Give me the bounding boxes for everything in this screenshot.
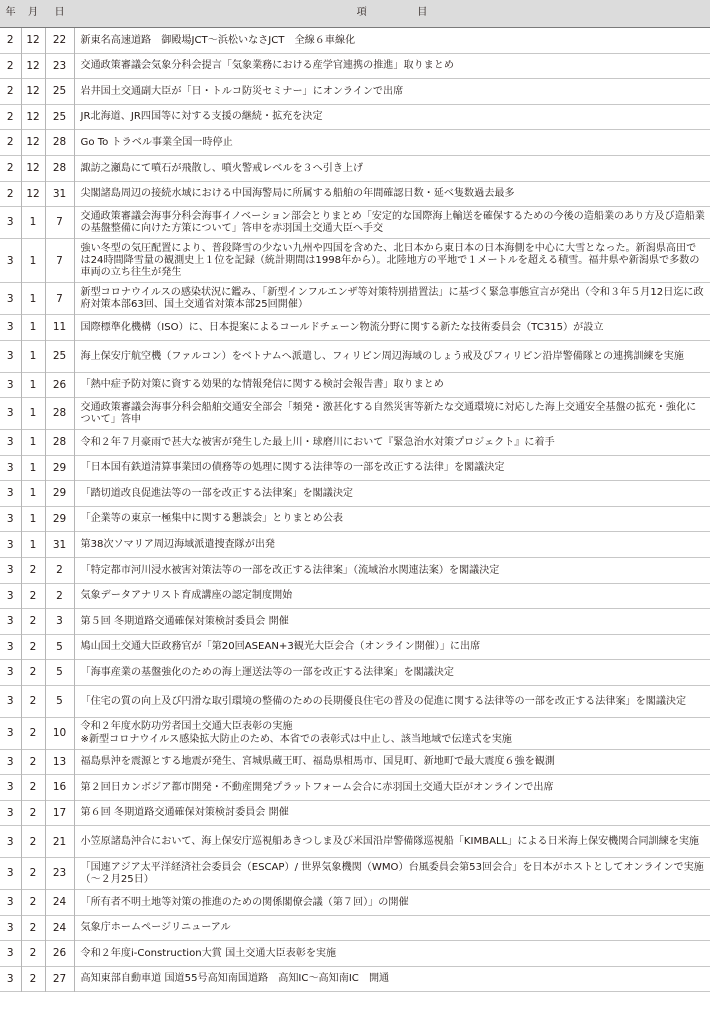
table-row [0, 481, 710, 507]
day-cell: 31 [45, 181, 74, 207]
item-cell: Go To トラベル事業全国一時停止 [80, 136, 233, 148]
day-cell: 2 [45, 583, 74, 609]
item-cell: 令和２年度i-Construction大賞 国土交通大臣表彰を実施 [80, 947, 337, 959]
table-header-row [0, 0, 710, 28]
year-cell: 3 [0, 634, 21, 660]
item-cell: 鳩山国土交通大臣政務官が「第20回ASEAN+3観光大臣会合（オンライン開催）」に出席 [80, 641, 481, 653]
year-cell: 3 [0, 315, 21, 341]
month-cell: 12 [21, 53, 45, 79]
year-cell: 3 [0, 455, 21, 481]
year-cell: 2 [0, 53, 21, 79]
month-cell: 2 [21, 941, 45, 967]
item-cell: JR北海道、JR四国等に対する支援の継続・拡充を決定 [80, 111, 323, 123]
month-column-header: 月 [21, 0, 45, 28]
year-cell: 3 [0, 660, 21, 686]
day-cell: 29 [45, 506, 74, 532]
table-row [0, 717, 710, 749]
item-cell: 第２回日カンボジア都市開発・不動産開発プラットフォーム会合に赤羽国土交通大臣がオンラインで出席 [80, 781, 554, 793]
item-cell: 新型コロナウイルスの感染状況に鑑み、「新型インフルエンザ等対策特別措置法」に基づく緊急事態宣言が発出（令和３年５月12日迄に政府対策本部63回、国土交通省対策本部25回開催） [80, 286, 704, 311]
year-cell: 3 [0, 749, 21, 775]
item-cell: 「特定都市河川浸水被害対策法等の一部を改正する法律案」（流域治水関連法案）を閣議決定 [80, 564, 500, 576]
year-cell: 2 [0, 28, 21, 54]
year-cell: 3 [0, 775, 21, 801]
table-row [0, 966, 710, 992]
item-cell: 第６回 冬期道路交通確保対策検討委員会 開催 [80, 807, 289, 819]
item-column-header: 項 目 [74, 0, 710, 28]
month-cell: 2 [21, 660, 45, 686]
day-cell: 24 [45, 889, 74, 915]
year-cell: 3 [0, 506, 21, 532]
item-cell: 令和２年度水防功労者国土交通大臣表彰の実施 ※新型コロナウイルス感染拡大防止のため、本省での表彰式は中止し、該当地域で伝達式を実施 [80, 721, 512, 745]
day-cell: 25 [45, 79, 74, 105]
day-cell: 22 [45, 28, 74, 54]
month-cell: 1 [21, 315, 45, 341]
month-cell: 1 [21, 506, 45, 532]
day-cell: 5 [45, 685, 74, 717]
item-cell: 「住宅の質の向上及び円滑な取引環境の整備のための長期優良住宅の普及の促進に関する法律等の一部を改正する法律案」を閣議決定 [80, 695, 687, 707]
year-cell: 3 [0, 889, 21, 915]
item-cell: 「踏切道改良促進法等の一部を改正する法律案」を閣議決定 [80, 487, 354, 499]
table-row [0, 889, 710, 915]
year-cell: 3 [0, 685, 21, 717]
item-cell: 岩井国土交通副大臣が「日・トルコ防災セミナー」にオンラインで出席 [80, 85, 404, 97]
table-row [0, 79, 710, 105]
day-cell: 23 [45, 53, 74, 79]
day-cell: 29 [45, 455, 74, 481]
year-cell: 2 [0, 104, 21, 130]
year-cell: 2 [0, 130, 21, 156]
month-cell: 1 [21, 340, 45, 372]
day-cell: 23 [45, 858, 74, 890]
month-cell: 12 [21, 28, 45, 54]
year-cell: 3 [0, 717, 21, 749]
month-cell: 2 [21, 558, 45, 584]
day-cell: 28 [45, 430, 74, 456]
month-cell: 12 [21, 155, 45, 181]
item-cell: 令和２年７月豪雨で甚大な被害が発生した最上川・球磨川において『緊急治水対策プロジェクト』に着手 [80, 436, 555, 448]
year-cell: 2 [0, 181, 21, 207]
year-cell: 3 [0, 372, 21, 398]
month-cell: 2 [21, 749, 45, 775]
day-cell: 7 [45, 207, 74, 239]
month-cell: 2 [21, 685, 45, 717]
table-row [0, 130, 710, 156]
table-row [0, 583, 710, 609]
year-cell: 3 [0, 558, 21, 584]
item-cell: 交通政策審議会海事分科会海事イノベーション部会とりまとめ「安定的な国際海上輸送を確保するための今後の造船業のあり方及び造船業の基盤整備に向けた方策について」答申を赤羽国土交通大臣へ手交 [80, 210, 705, 235]
item-cell: 「海事産業の基盤強化のための海上運送法等の一部を改正する法律案」を閣議決定 [80, 666, 454, 678]
table-body [0, 28, 710, 992]
day-cell: 2 [45, 558, 74, 584]
month-cell: 2 [21, 717, 45, 749]
day-cell: 31 [45, 532, 74, 558]
item-cell: 第38次ソマリア周辺海域派遣捜査隊が出発 [80, 539, 276, 550]
day-cell: 28 [45, 130, 74, 156]
day-cell: 28 [45, 155, 74, 181]
item-cell: 海上保安庁航空機（ファルコン）をベトナムへ派遣し、フィリピン周辺海域のしょう戒及びフィリピン沿岸警備隊との連携訓練を実施 [80, 350, 684, 362]
month-cell: 2 [21, 826, 45, 858]
table-row [0, 372, 710, 398]
month-cell: 2 [21, 858, 45, 890]
month-cell: 1 [21, 532, 45, 558]
year-cell: 3 [0, 800, 21, 826]
month-cell: 2 [21, 915, 45, 941]
day-cell: 29 [45, 481, 74, 507]
table-row [0, 775, 710, 801]
day-cell: 5 [45, 660, 74, 686]
year-cell: 3 [0, 583, 21, 609]
month-cell: 12 [21, 104, 45, 130]
table-row [0, 506, 710, 532]
item-cell: 気象庁ホームページリニューアル [80, 922, 231, 934]
day-cell: 28 [45, 398, 74, 430]
table-row [0, 685, 710, 717]
month-cell: 1 [21, 430, 45, 456]
day-column-header: 日 [45, 0, 74, 28]
day-cell: 16 [45, 775, 74, 801]
table-row [0, 826, 710, 858]
item-cell: 国際標準化機構（ISO）に、日本提案によるコールドチェーン物流分野に関する新たな技術委員会（TC315）が設立 [80, 321, 604, 333]
year-cell: 3 [0, 966, 21, 992]
item-cell: 気象データアナリスト育成講座の認定制度開始 [80, 590, 293, 602]
day-cell: 27 [45, 966, 74, 992]
month-cell: 1 [21, 481, 45, 507]
month-cell: 1 [21, 398, 45, 430]
year-cell: 3 [0, 609, 21, 635]
item-cell: 交通政策審議会海事分科会船舶交通安全部会「頻発・激甚化する自然災害等新たな交通環境に対応した海上交通安全基盤の拡充・強化について」答申 [80, 401, 697, 426]
table-row [0, 340, 710, 372]
day-cell: 10 [45, 717, 74, 749]
table-row [0, 28, 710, 54]
table-row [0, 941, 710, 967]
year-cell: 2 [0, 155, 21, 181]
item-cell: 「所有者不明土地等対策の推進のための関係閣僚会議（第７回）」の開催 [80, 896, 409, 908]
table-row [0, 398, 710, 430]
year-cell: 3 [0, 481, 21, 507]
table-row [0, 155, 710, 181]
month-cell: 1 [21, 238, 45, 283]
item-cell: 第５回 冬期道路交通確保対策検討委員会 開催 [80, 615, 289, 627]
table-row [0, 104, 710, 130]
table-row [0, 207, 710, 239]
month-cell: 2 [21, 583, 45, 609]
item-cell: 「熱中症予防対策に資する効果的な情報発信に関する検討会報告書」取りまとめ [80, 379, 444, 391]
year-cell: 3 [0, 207, 21, 239]
month-cell: 1 [21, 372, 45, 398]
year-cell: 3 [0, 283, 21, 315]
table-row [0, 532, 710, 558]
year-cell: 3 [0, 238, 21, 283]
month-cell: 1 [21, 455, 45, 481]
year-cell: 3 [0, 915, 21, 941]
table-row [0, 749, 710, 775]
day-cell: 17 [45, 800, 74, 826]
month-cell: 12 [21, 79, 45, 105]
table-row [0, 558, 710, 584]
day-cell: 7 [45, 283, 74, 315]
day-cell: 11 [45, 315, 74, 341]
day-cell: 3 [45, 609, 74, 635]
item-cell: 「日本国有鉄道清算事業団の債務等の処理に関する法律等の一部を改正する法律」を閣議決定 [80, 462, 505, 474]
table-row [0, 660, 710, 686]
month-cell: 2 [21, 889, 45, 915]
year-cell: 3 [0, 430, 21, 456]
year-cell: 3 [0, 826, 21, 858]
day-cell: 7 [45, 238, 74, 283]
year-cell: 3 [0, 858, 21, 890]
table-row [0, 283, 710, 315]
year-cell: 3 [0, 340, 21, 372]
table-row [0, 238, 710, 283]
month-cell: 2 [21, 775, 45, 801]
month-cell: 1 [21, 283, 45, 315]
item-cell: 高知東部自動車道 国道55号高知南国道路 高知IC〜高知南IC 開通 [80, 973, 390, 985]
item-cell: 諏訪之瀬島にて噴石が飛散し、噴火警戒レベルを３へ引き上げ [80, 162, 364, 174]
year-cell: 3 [0, 532, 21, 558]
table-row [0, 609, 710, 635]
month-cell: 2 [21, 966, 45, 992]
day-cell: 26 [45, 372, 74, 398]
table-row [0, 634, 710, 660]
table-row [0, 915, 710, 941]
year-column-header: 年 [0, 0, 21, 28]
day-cell: 5 [45, 634, 74, 660]
table-row [0, 181, 710, 207]
table-row [0, 430, 710, 456]
year-cell: 3 [0, 398, 21, 430]
month-cell: 12 [21, 130, 45, 156]
item-cell: 交通政策審議会気象分科会提言「気象業務における産学官連携の推進」取りまとめ [80, 60, 454, 72]
table-row [0, 315, 710, 341]
year-cell: 2 [0, 79, 21, 105]
item-cell: 「国連アジア太平洋経済社会委員会（ESCAP）/ 世界気象機関（WMO）台風委員会第53回会合」を日本がホストとしてオンラインで実施（〜２月25日） [80, 861, 704, 886]
day-cell: 21 [45, 826, 74, 858]
month-cell: 1 [21, 207, 45, 239]
item-cell: 新東名高速道路 御殿場JCT〜浜松いなさJCT 全線６車線化 [80, 34, 356, 46]
month-cell: 12 [21, 181, 45, 207]
table-row [0, 858, 710, 890]
day-cell: 24 [45, 915, 74, 941]
day-cell: 25 [45, 340, 74, 372]
year-cell: 3 [0, 941, 21, 967]
day-cell: 25 [45, 104, 74, 130]
month-cell: 2 [21, 634, 45, 660]
month-cell: 2 [21, 800, 45, 826]
table-row [0, 455, 710, 481]
item-cell: 強い冬型の気圧配置により、普段降雪の少ない九州や四国を含めた、北日本から東日本の日本海側を中心に大雪となった。新潟県高田では24時間降雪量の観測史上１位を記録（統計期間は1998年から）。北陸地方の平地で１メートルを超える積雪。福井県や新潟県で多数の車両の立ち往生が発生 [80, 242, 700, 279]
item-cell: 福島県沖を震源とする地震が発生、宮城県蔵王町、福島県相馬市、国見町、新地町で最大震度６強を観測 [80, 756, 555, 768]
item-cell: 「企業等の東京一極集中に関する懇談会」とりまとめ公表 [80, 513, 343, 525]
day-cell: 26 [45, 941, 74, 967]
day-cell: 13 [45, 749, 74, 775]
table-row [0, 800, 710, 826]
item-cell: 尖閣諸島周辺の接続水域における中国海警局に所属する船舶の年間確認日数・延べ隻数過去最多 [80, 188, 515, 200]
month-cell: 2 [21, 609, 45, 635]
table-row [0, 53, 710, 79]
item-cell: 小笠原諸島沖合において、海上保安庁巡視船あきつしま及び米国沿岸警備隊巡視船「KIMBALL」による日米海上保安機関合同訓練を実施 [80, 836, 700, 848]
